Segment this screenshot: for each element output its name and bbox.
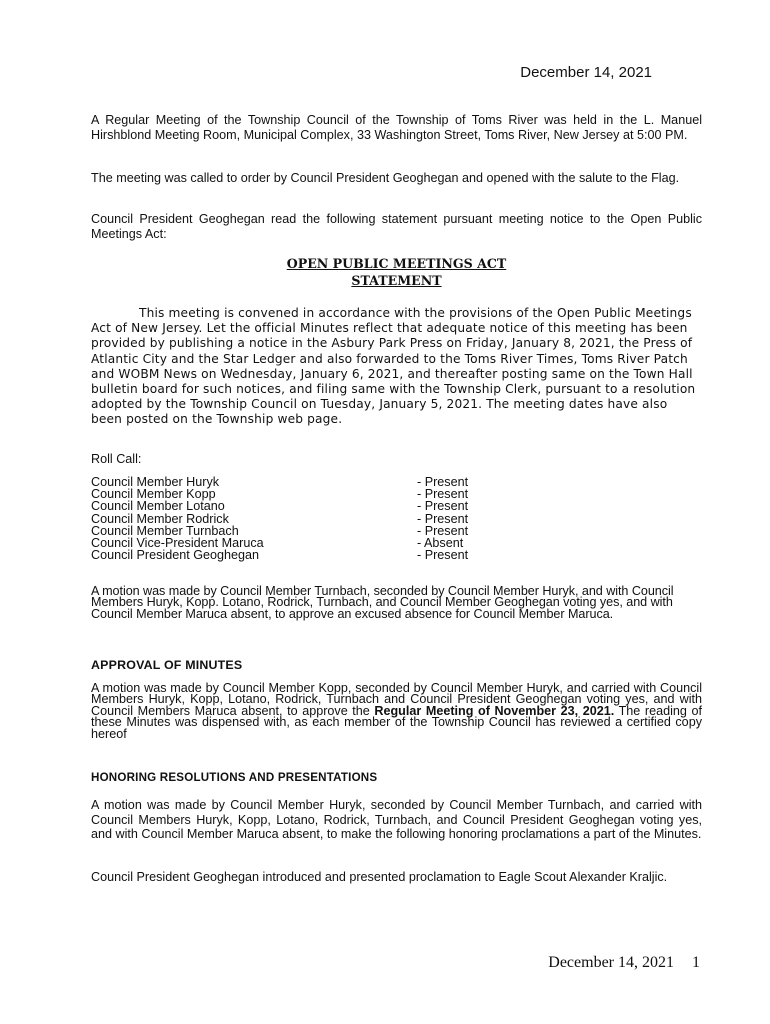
roll-call-name: Council Vice-President Maruca: [91, 535, 264, 550]
page-footer: [548, 954, 700, 972]
roll-call-row: [91, 513, 702, 525]
roll-call-name: Council Member Lotano: [91, 499, 225, 514]
roll-call-status: - Present: [417, 511, 469, 526]
honoring-resolutions-heading: HONORING RESOLUTIONS AND PRESENTATIONS: [91, 771, 378, 784]
honoring-motion-paragraph: A motion was made by Council Member Huryk, seconded by Council Member Turnbach, and carried with Council Members Huryk, Kopp, Lotano, Rodrick, Turnbach, and Council President Geoghegan voting yes, and with Council Member Maruca absent, to make the following honoring proclamations a part of the Minutes.: [91, 798, 702, 842]
roll-call-status: - Present: [417, 499, 469, 514]
roll-call-name: Council Member Huryk: [91, 475, 220, 489]
header-date: December 14, 2021: [520, 64, 652, 81]
excused-absence-motion: A motion was made by Council Member Turnbach, seconded by Council Member Huryk, and with Council Members Huryk, Kopp. Lotano, Rodrick, Turnbach, and Council Member Geoghegan voting yes, and with Council Member Maruca absent, to approve an excused absence for Council Member Maruca.: [91, 584, 674, 621]
roll-call-status: - Present: [417, 475, 469, 489]
approval-text-before: A motion was made by Council Member Kopp, seconded by Council Member Huryk, and carried with Council Members Huryk, Kopp, Lotano, Rodrick, Turnbach and Council President Geoghegan voting yes, and with Council Members Maruca absent, to approve the: [91, 681, 702, 718]
roll-call-status: - Present: [417, 523, 469, 538]
roll-call-list: [91, 476, 702, 561]
roll-call-status: - Present: [417, 548, 469, 563]
opma-heading-line2: STATEMENT: [351, 273, 442, 288]
roll-call-status: - Present: [417, 487, 469, 502]
approval-meeting-date: Regular Meeting of November 23, 2021.: [374, 703, 615, 718]
roll-call-status: - Absent: [417, 535, 464, 550]
roll-call-name: Council Member Rodrick: [91, 511, 229, 526]
approval-of-minutes-heading: APPROVAL OF MINUTES: [91, 658, 243, 672]
page-number: 1: [692, 954, 700, 971]
footer-date: December 14, 2021: [548, 954, 674, 971]
roll-call-row: [91, 549, 702, 561]
approval-of-minutes-paragraph: [91, 683, 702, 740]
opma-heading: [91, 255, 702, 289]
roll-call-name: Council Member Turnbach: [91, 523, 239, 538]
opma-heading-line1: OPEN PUBLIC MEETINGS ACT: [286, 256, 507, 271]
approval-text-after: The reading of these Minutes was dispensed with, as each member of the Township Council has reviewed a certified copy hereof: [91, 703, 702, 741]
roll-call-label: Roll Call:: [91, 452, 142, 466]
opma-statement: This meeting is convened in accordance with the provisions of the Open Public Meetings Act of New Jersey. Let the official Minutes reflect that adequate notice of this meeting has been provided by publishing a notice in the Asbury Park Press on Friday, January 8, 2021, the Press of Atlantic City and the Star Ledger and also forwarded to the Toms River Times, Toms River Patch and WOBM News on Wednesday, January 6, 2021, and thereafter posting same on the Town Hall bulletin board for such notices, and filing same with the Township Clerk, pursuant to a resolution adopted by the Township Council on Tuesday, January 5, 2021. The meeting dates have also been posted on the Township web page.: [91, 306, 696, 427]
proclamation-paragraph: Council President Geoghegan introduced and presented proclamation to Eagle Scout Alexander Kraljic.: [91, 870, 668, 884]
intro-paragraph: A Regular Meeting of the Township Council of the Township of Toms River was held in the L. Manuel Hirshblond Meeting Room, Municipal Complex, 33 Washington Street, Toms River, New Jersey at 5:00 PM.: [91, 113, 702, 142]
roll-call-name: Council President Geoghegan: [91, 548, 260, 563]
call-to-order-paragraph: The meeting was called to order by Council President Geoghegan and opened with the salute to the Flag.: [91, 171, 680, 185]
roll-call-row: [91, 500, 702, 512]
roll-call-name: Council Member Kopp: [91, 487, 216, 502]
statement-intro-paragraph: Council President Geoghegan read the following statement pursuant meeting notice to the Open Public Meetings Act:: [91, 212, 702, 241]
